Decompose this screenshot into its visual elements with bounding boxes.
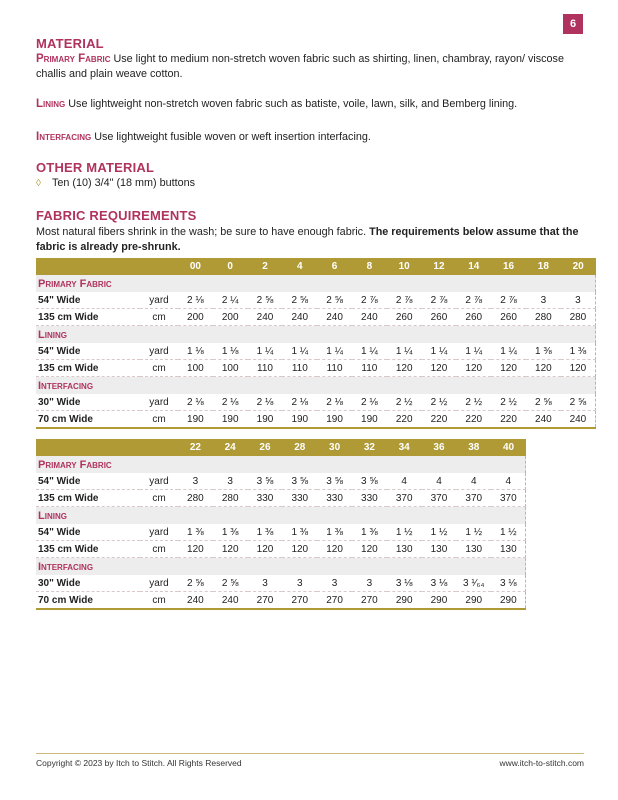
amount-cell: 1 ⅜ [352, 524, 387, 541]
unit-cell: cm [140, 411, 178, 429]
size-header-cell: 14 [456, 258, 491, 275]
width-label: 70 cm Wide [36, 592, 140, 610]
amount-cell: 1 ⅛ [213, 343, 248, 360]
fabric-group-row [36, 456, 526, 473]
amount-cell: 3 ⅝ [248, 473, 283, 490]
amount-cell: 220 [422, 411, 457, 429]
table-row [36, 394, 596, 411]
primary-fabric-paragraph [36, 52, 586, 82]
amount-cell: 130 [491, 541, 526, 558]
fabric-group-row [36, 507, 526, 525]
amount-cell: 330 [352, 490, 387, 507]
amount-cell: 2 ⅛ [213, 394, 248, 411]
amount-cell: 2 ⅝ [561, 394, 596, 411]
diamond-bullet-icon: ◊ [36, 178, 41, 189]
amount-cell: 1 ¼ [352, 343, 387, 360]
amount-cell: 260 [491, 309, 526, 326]
amount-cell: 1 ⅛ [178, 343, 213, 360]
table-row [36, 343, 596, 360]
table-row [36, 473, 526, 490]
amount-cell: 1 ½ [491, 524, 526, 541]
size-header-cell: 18 [526, 258, 561, 275]
fabric-requirements-heading: FABRIC REQUIREMENTS [36, 208, 197, 223]
amount-cell: 1 ⅜ [561, 343, 596, 360]
amount-cell: 3 [213, 473, 248, 490]
amount-cell: 3 ⅝ [317, 473, 352, 490]
amount-cell: 110 [317, 360, 352, 377]
interfacing-text: Use lightweight fusible woven or weft insertion interfacing. [94, 131, 371, 143]
amount-cell: 260 [422, 309, 457, 326]
size-header-cell: 36 [422, 439, 457, 456]
amount-cell: 200 [213, 309, 248, 326]
amount-cell: 120 [526, 360, 561, 377]
fabric-group-row [36, 558, 526, 576]
fabric-group-label: Lining [36, 507, 526, 525]
amount-cell: 240 [282, 309, 317, 326]
fabric-group-label: Interfacing [36, 558, 526, 576]
amount-cell: 120 [178, 541, 213, 558]
amount-cell: 240 [178, 592, 213, 610]
table-row [36, 292, 596, 309]
amount-cell: 120 [213, 541, 248, 558]
amount-cell: 120 [352, 541, 387, 558]
amount-cell: 1 ¼ [248, 343, 283, 360]
unit-cell: yard [140, 524, 178, 541]
unit-cell: yard [140, 473, 178, 490]
lining-paragraph [36, 97, 586, 112]
header-spacer [36, 258, 178, 275]
amount-cell: 2 ¼ [213, 292, 248, 309]
amount-cell: 2 ⅝ [317, 292, 352, 309]
website-url: www.itch-to-stitch.com [499, 758, 584, 768]
size-header-cell: 38 [456, 439, 491, 456]
amount-cell: 2 ⅞ [387, 292, 422, 309]
fabric-requirements-intro [36, 225, 586, 255]
amount-cell: 3 [561, 292, 596, 309]
amount-cell: 330 [248, 490, 283, 507]
lining-label: Lining [36, 98, 66, 110]
amount-cell: 4 [422, 473, 457, 490]
amount-cell: 120 [387, 360, 422, 377]
size-header-cell: 34 [387, 439, 422, 456]
header-spacer [36, 439, 178, 456]
amount-cell: 3 ⅝ [282, 473, 317, 490]
width-label: 54" Wide [36, 292, 140, 309]
size-header-cell: 12 [422, 258, 457, 275]
amount-cell: 240 [526, 411, 561, 429]
table-row [36, 575, 526, 592]
amount-cell: 130 [422, 541, 457, 558]
amount-cell: 240 [213, 592, 248, 610]
unit-cell: yard [140, 343, 178, 360]
amount-cell: 100 [213, 360, 248, 377]
fabric-group-label: Interfacing [36, 377, 596, 395]
fabric-group-label: Primary Fabric [36, 456, 526, 473]
size-header-cell: 10 [387, 258, 422, 275]
buttons-bullet-item [36, 177, 195, 189]
primary-fabric-text: Use light to medium non-stretch woven fabric such as shirting, linen, chambray, rayon/ viscose challis and plain weave cotton. [36, 53, 564, 80]
amount-cell: 1 ⅜ [248, 524, 283, 541]
amount-cell: 370 [491, 490, 526, 507]
amount-cell: 3 ⅛ [422, 575, 457, 592]
amount-cell: 120 [422, 360, 457, 377]
size-header-cell: 20 [561, 258, 596, 275]
amount-cell: 330 [317, 490, 352, 507]
unit-cell: yard [140, 394, 178, 411]
amount-cell: 370 [422, 490, 457, 507]
amount-cell: 2 ⅞ [352, 292, 387, 309]
amount-cell: 3 [248, 575, 283, 592]
copyright-text: Copyright © 2023 by Itch to Stitch. All Rights Reserved [36, 758, 242, 768]
amount-cell: 270 [248, 592, 283, 610]
amount-cell: 280 [213, 490, 248, 507]
amount-cell: 3 ⅝ [352, 473, 387, 490]
amount-cell: 190 [248, 411, 283, 429]
amount-cell: 3 ⅛ [491, 575, 526, 592]
other-material-heading: OTHER MATERIAL [36, 160, 155, 175]
interfacing-paragraph [36, 130, 586, 145]
size-header-cell: 40 [491, 439, 526, 456]
amount-cell: 110 [282, 360, 317, 377]
amount-cell: 120 [248, 541, 283, 558]
amount-cell: 190 [352, 411, 387, 429]
amount-cell: 270 [282, 592, 317, 610]
amount-cell: 1 ⅜ [178, 524, 213, 541]
width-label: 135 cm Wide [36, 360, 140, 377]
width-label: 135 cm Wide [36, 490, 140, 507]
amount-cell: 330 [282, 490, 317, 507]
width-label: 54" Wide [36, 524, 140, 541]
amount-cell: 290 [387, 592, 422, 610]
amount-cell: 1 ¼ [387, 343, 422, 360]
amount-cell: 190 [178, 411, 213, 429]
unit-cell: cm [140, 309, 178, 326]
amount-cell: 220 [387, 411, 422, 429]
amount-cell: 370 [456, 490, 491, 507]
amount-cell: 1 ¼ [491, 343, 526, 360]
footer-divider [36, 753, 584, 754]
unit-cell: cm [140, 592, 178, 610]
amount-cell: 220 [491, 411, 526, 429]
requirements-table-sizes-00-20 [36, 258, 596, 429]
intro-plain-text: Most natural fibers shrink in the wash; be sure to have enough fabric. [36, 226, 370, 238]
interfacing-label: Interfacing [36, 131, 92, 143]
fabric-group-row [36, 377, 596, 395]
size-header-cell: 30 [317, 439, 352, 456]
amount-cell: 2 ⅛ [178, 292, 213, 309]
width-label: 30" Wide [36, 394, 140, 411]
amount-cell: 2 ⅝ [526, 394, 561, 411]
amount-cell: 200 [178, 309, 213, 326]
size-header-cell: 4 [282, 258, 317, 275]
intro-bold-text: The requirements below assume that the fabric is already pre-shrunk. [36, 226, 579, 253]
table-row [36, 309, 596, 326]
amount-cell: 120 [491, 360, 526, 377]
amount-cell: 220 [456, 411, 491, 429]
amount-cell: 2 ⅝ [282, 292, 317, 309]
amount-cell: 260 [456, 309, 491, 326]
amount-cell: 2 ⅛ [248, 394, 283, 411]
amount-cell: 280 [178, 490, 213, 507]
width-label: 70 cm Wide [36, 411, 140, 429]
amount-cell: 2 ½ [491, 394, 526, 411]
amount-cell: 190 [213, 411, 248, 429]
size-header-cell: 24 [213, 439, 248, 456]
width-label: 135 cm Wide [36, 541, 140, 558]
amount-cell: 2 ⅞ [422, 292, 457, 309]
material-heading: MATERIAL [36, 36, 104, 51]
amount-cell: 1 ½ [387, 524, 422, 541]
amount-cell: 2 ⅝ [178, 575, 213, 592]
amount-cell: 2 ⅝ [248, 292, 283, 309]
size-header-row [36, 439, 526, 456]
amount-cell: 1 ½ [456, 524, 491, 541]
unit-cell: cm [140, 490, 178, 507]
amount-cell: 1 ¼ [282, 343, 317, 360]
amount-cell: 120 [282, 541, 317, 558]
table-row [36, 411, 596, 429]
amount-cell: 280 [526, 309, 561, 326]
amount-cell: 2 ⅝ [213, 575, 248, 592]
amount-cell: 2 ⅛ [352, 394, 387, 411]
amount-cell: 2 ⅛ [317, 394, 352, 411]
amount-cell: 270 [317, 592, 352, 610]
size-header-cell: 26 [248, 439, 283, 456]
width-label: 54" Wide [36, 473, 140, 490]
amount-cell: 120 [561, 360, 596, 377]
amount-cell: 2 ⅞ [491, 292, 526, 309]
amount-cell: 4 [491, 473, 526, 490]
amount-cell: 100 [178, 360, 213, 377]
fabric-group-row [36, 275, 596, 292]
amount-cell: 4 [387, 473, 422, 490]
primary-fabric-label: Primary Fabric [36, 53, 111, 65]
width-label: 54" Wide [36, 343, 140, 360]
amount-cell: 3 ⅛ [387, 575, 422, 592]
amount-cell: 1 ½ [422, 524, 457, 541]
amount-cell: 290 [491, 592, 526, 610]
amount-cell: 1 ⅜ [526, 343, 561, 360]
unit-cell: yard [140, 575, 178, 592]
amount-cell: 110 [248, 360, 283, 377]
size-header-cell: 8 [352, 258, 387, 275]
size-header-cell: 16 [491, 258, 526, 275]
amount-cell: 130 [456, 541, 491, 558]
amount-cell: 3 ¹⁄₆₄ [456, 575, 491, 592]
page-number-badge: 6 [563, 14, 583, 34]
lining-text: Use lightweight non-stretch woven fabric such as batiste, voile, lawn, silk, and Bemberg lining. [68, 98, 518, 110]
amount-cell: 3 [317, 575, 352, 592]
amount-cell: 1 ⅜ [213, 524, 248, 541]
amount-cell: 190 [317, 411, 352, 429]
amount-cell: 2 ½ [387, 394, 422, 411]
unit-cell: yard [140, 292, 178, 309]
amount-cell: 240 [352, 309, 387, 326]
amount-cell: 2 ½ [456, 394, 491, 411]
amount-cell: 120 [456, 360, 491, 377]
amount-cell: 120 [317, 541, 352, 558]
width-label: 30" Wide [36, 575, 140, 592]
amount-cell: 1 ⅜ [317, 524, 352, 541]
fabric-group-label: Primary Fabric [36, 275, 596, 292]
size-header-cell: 6 [317, 258, 352, 275]
amount-cell: 190 [282, 411, 317, 429]
amount-cell: 240 [248, 309, 283, 326]
amount-cell: 290 [456, 592, 491, 610]
amount-cell: 4 [456, 473, 491, 490]
amount-cell: 130 [387, 541, 422, 558]
amount-cell: 2 ½ [422, 394, 457, 411]
fabric-group-row [36, 326, 596, 344]
width-label: 135 cm Wide [36, 309, 140, 326]
amount-cell: 3 [352, 575, 387, 592]
amount-cell: 3 [526, 292, 561, 309]
amount-cell: 2 ⅛ [178, 394, 213, 411]
amount-cell: 240 [317, 309, 352, 326]
size-header-cell: 00 [178, 258, 213, 275]
amount-cell: 260 [387, 309, 422, 326]
amount-cell: 3 [282, 575, 317, 592]
unit-cell: cm [140, 541, 178, 558]
amount-cell: 370 [387, 490, 422, 507]
amount-cell: 2 ⅛ [282, 394, 317, 411]
amount-cell: 240 [561, 411, 596, 429]
amount-cell: 2 ⅞ [456, 292, 491, 309]
table-row [36, 592, 526, 610]
table-row [36, 541, 526, 558]
buttons-item-text: Ten (10) 3/4" (18 mm) buttons [52, 177, 196, 189]
size-header-cell: 32 [352, 439, 387, 456]
fabric-group-label: Lining [36, 326, 596, 344]
amount-cell: 3 [178, 473, 213, 490]
requirements-table-sizes-22-40 [36, 439, 526, 610]
amount-cell: 280 [561, 309, 596, 326]
size-header-row [36, 258, 596, 275]
table-row [36, 490, 526, 507]
table-row [36, 360, 596, 377]
amount-cell: 1 ¼ [422, 343, 457, 360]
amount-cell: 1 ¼ [456, 343, 491, 360]
size-header-cell: 2 [248, 258, 283, 275]
amount-cell: 1 ⅜ [282, 524, 317, 541]
size-header-cell: 0 [213, 258, 248, 275]
unit-cell: cm [140, 360, 178, 377]
table-row [36, 524, 526, 541]
amount-cell: 270 [352, 592, 387, 610]
amount-cell: 1 ¼ [317, 343, 352, 360]
amount-cell: 290 [422, 592, 457, 610]
amount-cell: 110 [352, 360, 387, 377]
size-header-cell: 22 [178, 439, 213, 456]
size-header-cell: 28 [282, 439, 317, 456]
